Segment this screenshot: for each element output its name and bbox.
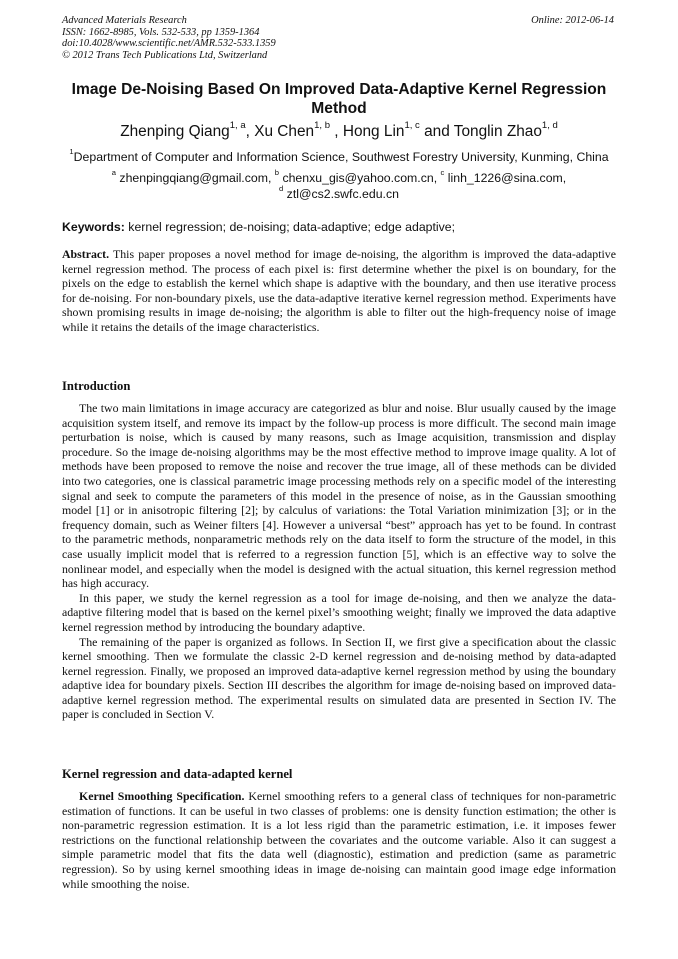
email-sup: b <box>274 168 280 178</box>
author-name: Xu Chen <box>254 123 315 140</box>
email-sup: a <box>111 168 117 178</box>
paragraph: The remaining of the paper is organized as follows. In Section II, we first give a specification about the classic kernel smoothing. Then we formulate the classic 2-D kernel regression and de-noising method by data-adapted kernel regression. Finally, we proposed an improved data-adaptive kernel regression method by using the boundary adaptive idea for boundary pixels. Section III describes the algorithm for image de-noising based on improved data-adaptive kernel regression method. The experimental results on simulated data are presented in Section IV. The paper is concluded in Section V. <box>62 634 616 722</box>
author-separator: , <box>245 123 255 140</box>
paragraph: In this paper, we study the kernel regression as a tool for image de-noising, and then we analyze the data-adaptive filtering model that is based on the kernel pixel’s smoothing weight; finally we improved the data adaptive kernel regression method by introducing the boundary adaptive. <box>62 590 616 634</box>
email-address: chenxu_gis@yahoo.com.cn, <box>279 171 441 185</box>
abstract <box>62 247 616 335</box>
author-sup: 1, c <box>404 119 420 131</box>
affiliation <box>62 147 616 165</box>
author-name: Tonglin Zhao <box>453 123 542 140</box>
title-line-2: Method <box>311 100 367 117</box>
paragraph <box>62 789 616 891</box>
author-separator: and <box>419 123 454 140</box>
email-line-2 <box>62 186 616 202</box>
section-heading: Kernel regression and data-adapted kernel <box>62 767 293 781</box>
paper-title <box>62 80 616 118</box>
doi-line: doi:10.4028/www.scientific.net/AMR.532-533.1359 <box>62 38 276 50</box>
subsection-label: Kernel Smoothing Specification. <box>79 789 245 803</box>
issn-line: ISSN: 1662-8985, Vols. 532-533, pp 1359-1364 <box>62 26 260 38</box>
keywords-label: Keywords: <box>62 220 125 234</box>
abstract-label: Abstract. <box>62 247 110 261</box>
author-name: Zhenping Qiang <box>120 123 230 140</box>
author-separator: , <box>330 123 343 140</box>
copyright-line: © 2012 Trans Tech Publications Ltd, Switzerland <box>62 49 268 61</box>
keywords-text: kernel regression; de-noising; data-adaptive; edge adaptive; <box>124 220 456 234</box>
author-sup: 1, d <box>541 119 558 131</box>
journal-name: Advanced Materials Research <box>62 15 187 26</box>
affiliation-text: Department of Computer and Information Science, Southwest Forestry University, Kunming, China <box>73 150 609 164</box>
keywords <box>62 220 616 235</box>
email-address: ztl@cs2.swfc.edu.cn <box>283 187 399 201</box>
section-heading: Introduction <box>62 379 131 393</box>
kernel-regression-section <box>62 767 616 891</box>
author-name: Hong Lin <box>342 123 405 140</box>
introduction-section <box>62 379 616 722</box>
email-sup: d <box>279 184 284 194</box>
email-sup: c <box>440 168 445 178</box>
paragraph: The two main limitations in image accuracy are categorized as blur and noise. Blur usually caused by the image acquisition system itself, and remove its impact by the follow-up process is more difficult. The second main image perturbation is noise, which is caused by many reasons, such as Image acquisition, transmission and display procedure. So the image de-noising algorithms may be the most effective method to improve image quality. A lot of methods have been proposed to remove the noise and recover the true image, all of these methods can be divided into two categories, one is classical parametric image processing methods rely on a specific model of the interesting signal and seek to compute the parameters of this model in the presence of noise, as in the Gaussian smoothing model [1] or in anisotropic filtering [2]; by calculus of variations: the Total Variation minimization [3]; or in the frequency domain, such as Weiner filters [4]. However a universal “best” approach has yet to be found. In contrast to the parametric methods, nonparametric methods rely on the data itself to form the structure of the model, in this case usually implicit model that is referred to a regression function [5], which is an effective way to solve the nonlinear model, and especially when the model is designed with the actual situation, this kernel regression method has high accuracy. <box>62 401 616 591</box>
paragraph-text: Kernel smoothing refers to a general class of techniques for non-parametric estimation of functions. It can be useful in two classes of problems: one is density function estimation; the other is non-parametric regression estimation. It is a lot less rigid than the parametric estimation, i.e. it imposes fewer restrictions on the functional relationship between the covariates and the outcome variable. Also it can suggest a simple parametric model that fits the data well (diagnostic), estimation and prediction (same as parametric regression). So by using kernel smoothing ideas in image de-noising can maintain good image edge information while smoothing the noise. <box>62 789 616 891</box>
affiliation-sup: 1 <box>69 147 74 157</box>
email-line-1 <box>62 170 616 186</box>
email-list <box>62 170 616 202</box>
author-sup: 1, a <box>229 119 246 131</box>
journal-header <box>62 15 276 61</box>
email-address: linh_1226@sina.com, <box>444 171 567 185</box>
title-line-1: Image De-Noising Based On Improved Data-Adaptive Kernel Regression <box>71 81 607 98</box>
author-list <box>62 119 616 142</box>
online-date: Online: 2012-06-14 <box>531 15 614 26</box>
abstract-text: This paper proposes a novel method for image de-noising, the algorithm is improved the data-adaptive kernel regression method. The process of each pixel is: first determine whether the pixel is on boundary, for the pixels on the edge to establish the kernel which shape is adaptive with the boundary, and then use iterative process for de-noising. For non-boundary pixels, use the data-adaptive iterative kernel regression method. Experiments have shown promising results in image de-noising; the algorithm is able to filter out the high-frequency noise of image while it retains the details of the image characteristics. <box>62 247 616 334</box>
email-address: zhenpingqiang@gmail.com, <box>116 171 275 185</box>
author-sup: 1, b <box>314 119 330 131</box>
